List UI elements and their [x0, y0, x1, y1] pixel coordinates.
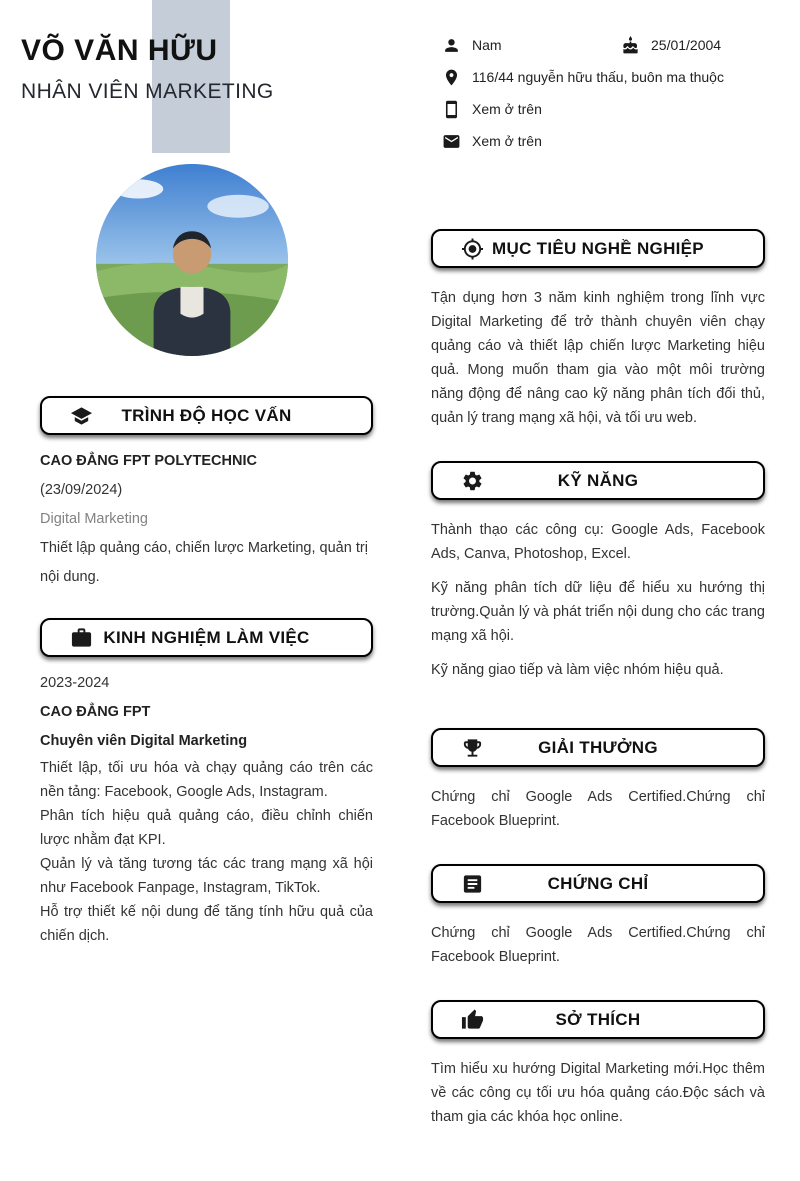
experience-header	[40, 618, 373, 657]
awards-title: GIẢI THƯỞNG	[538, 737, 658, 757]
hobbies-text: Tìm hiểu xu hướng Digital Marketing mới.Học thêm về các công cụ tối ưu hóa quảng cáo.Độc sách và tham gia các khóa học online.	[431, 1061, 765, 1125]
left-column	[40, 396, 373, 1176]
experience-item: Hỗ trợ thiết kế nội dung để tăng tính hữu quả của chiến dịch.	[40, 904, 373, 944]
briefcase-icon	[70, 626, 93, 649]
person-name: VÕ VĂN HỮU	[21, 34, 218, 67]
skills-item: Kỹ năng phân tích dữ liệu để hiểu xu hướng thị trường.Quản lý và phát triển nội dung cho các trang mạng xã hội.	[431, 580, 765, 644]
education-major: Digital Marketing	[40, 511, 148, 527]
objective-content	[431, 286, 765, 430]
education-note: Thiết lập quảng cáo, chiến lược Marketing, quản trị nội dung.	[40, 540, 368, 585]
certificates-title: CHỨNG CHỈ	[547, 873, 649, 893]
profile-photo-placeholder	[96, 164, 288, 356]
section-skills	[431, 461, 765, 692]
graduation-cap-icon	[70, 404, 93, 427]
profile-photo	[96, 164, 288, 356]
experience-item: Thiết lập, tối ưu hóa và chạy quảng cáo trên các nền tảng: Facebook, Google Ads, Instagram.	[40, 760, 373, 800]
section-experience	[40, 618, 373, 948]
target-icon	[461, 237, 484, 260]
section-hobbies	[431, 1000, 765, 1139]
awards-header	[431, 728, 765, 767]
objective-text: Tận dụng hơn 3 năm kinh nghiệm trong lĩnh vực Digital Marketing để trở thành chuyên viên chạy quảng cáo và thiết lập chiến lược Marketing hiệu quả. Mong muốn tham gia vào một môi trường năng động để nâng cao kỹ năng phân tích đối thủ, quản lý trang mạng xã hội, và tối ưu web.	[431, 290, 765, 426]
email-value: Xem ở trên	[472, 133, 542, 149]
contact-row-phone	[440, 93, 776, 125]
experience-item: Phân tích hiệu quả quảng cáo, điều chỉnh chiến lược nhằm đạt KPI.	[40, 808, 373, 848]
experience-content	[40, 669, 373, 948]
address-value: 116/44 nguyễn hữu thấu, buôn ma thuộc	[472, 69, 724, 85]
trophy-icon	[461, 736, 484, 759]
contact-row-1	[440, 29, 776, 61]
skills-title: KỸ NĂNG	[557, 470, 639, 490]
skills-item: Kỹ năng giao tiếp và làm việc nhóm hiệu quả.	[431, 662, 724, 678]
education-title: TRÌNH ĐỘ HỌC VẤN	[121, 405, 292, 425]
certificates-header	[431, 864, 765, 903]
certificates-content	[431, 921, 765, 969]
birthday-value: 25/01/2004	[651, 37, 722, 53]
contact-info	[440, 29, 776, 157]
phone-value: Xem ở trên	[472, 101, 542, 117]
thumbs-up-icon	[461, 1008, 484, 1031]
smartphone-icon	[440, 98, 462, 120]
objective-title: MỤC TIÊU NGHỀ NGHIỆP	[492, 238, 704, 258]
location-pin-icon	[440, 66, 462, 88]
skills-content	[431, 518, 765, 682]
envelope-icon	[440, 130, 462, 152]
skills-item: Thành thạo các công cụ: Google Ads, Facebook Ads, Canva, Photoshop, Excel.	[431, 522, 765, 562]
experience-period: 2023-2024	[40, 675, 110, 691]
experience-item: Quản lý và tăng tương tác các trang mạng xã hội như Facebook Fanpage, Instagram, TikTok.	[40, 856, 373, 896]
section-objective	[431, 229, 765, 440]
contact-birthday	[619, 34, 721, 56]
certificates-text: Chứng chỉ Google Ads Certified.Chứng chỉ Facebook Blueprint.	[431, 925, 765, 965]
experience-company: CAO ĐẲNG FPT	[40, 704, 151, 720]
section-certificates	[431, 864, 765, 979]
education-school: CAO ĐẲNG FPT POLYTECHNIC	[40, 453, 257, 469]
gender-value: Nam	[472, 37, 502, 53]
person-icon	[440, 34, 462, 56]
certificate-icon	[461, 872, 484, 895]
education-date: (23/09/2024)	[40, 482, 123, 498]
education-content	[40, 447, 373, 592]
experience-meta	[40, 669, 373, 756]
gear-icon	[461, 469, 484, 492]
section-awards	[431, 728, 765, 843]
hobbies-title: SỞ THÍCH	[555, 1009, 641, 1029]
right-column	[431, 229, 765, 1179]
experience-title: KINH NGHIỆM LÀM VIỆC	[103, 627, 310, 647]
section-education	[40, 396, 373, 592]
experience-role: Chuyên viên Digital Marketing	[40, 733, 248, 749]
skills-header	[431, 461, 765, 500]
contact-row-address	[440, 61, 776, 93]
education-header	[40, 396, 373, 435]
awards-text: Chứng chỉ Google Ads Certified.Chứng chỉ Facebook Blueprint.	[431, 789, 765, 829]
hobbies-header	[431, 1000, 765, 1039]
experience-items	[40, 756, 373, 948]
contact-gender	[440, 34, 619, 56]
job-title: NHÂN VIÊN MARKETING	[21, 80, 274, 103]
hobbies-content	[431, 1057, 765, 1129]
awards-content	[431, 785, 765, 833]
objective-header	[431, 229, 765, 268]
cake-icon	[619, 34, 641, 56]
contact-row-email	[440, 125, 776, 157]
decorative-band	[152, 0, 230, 153]
